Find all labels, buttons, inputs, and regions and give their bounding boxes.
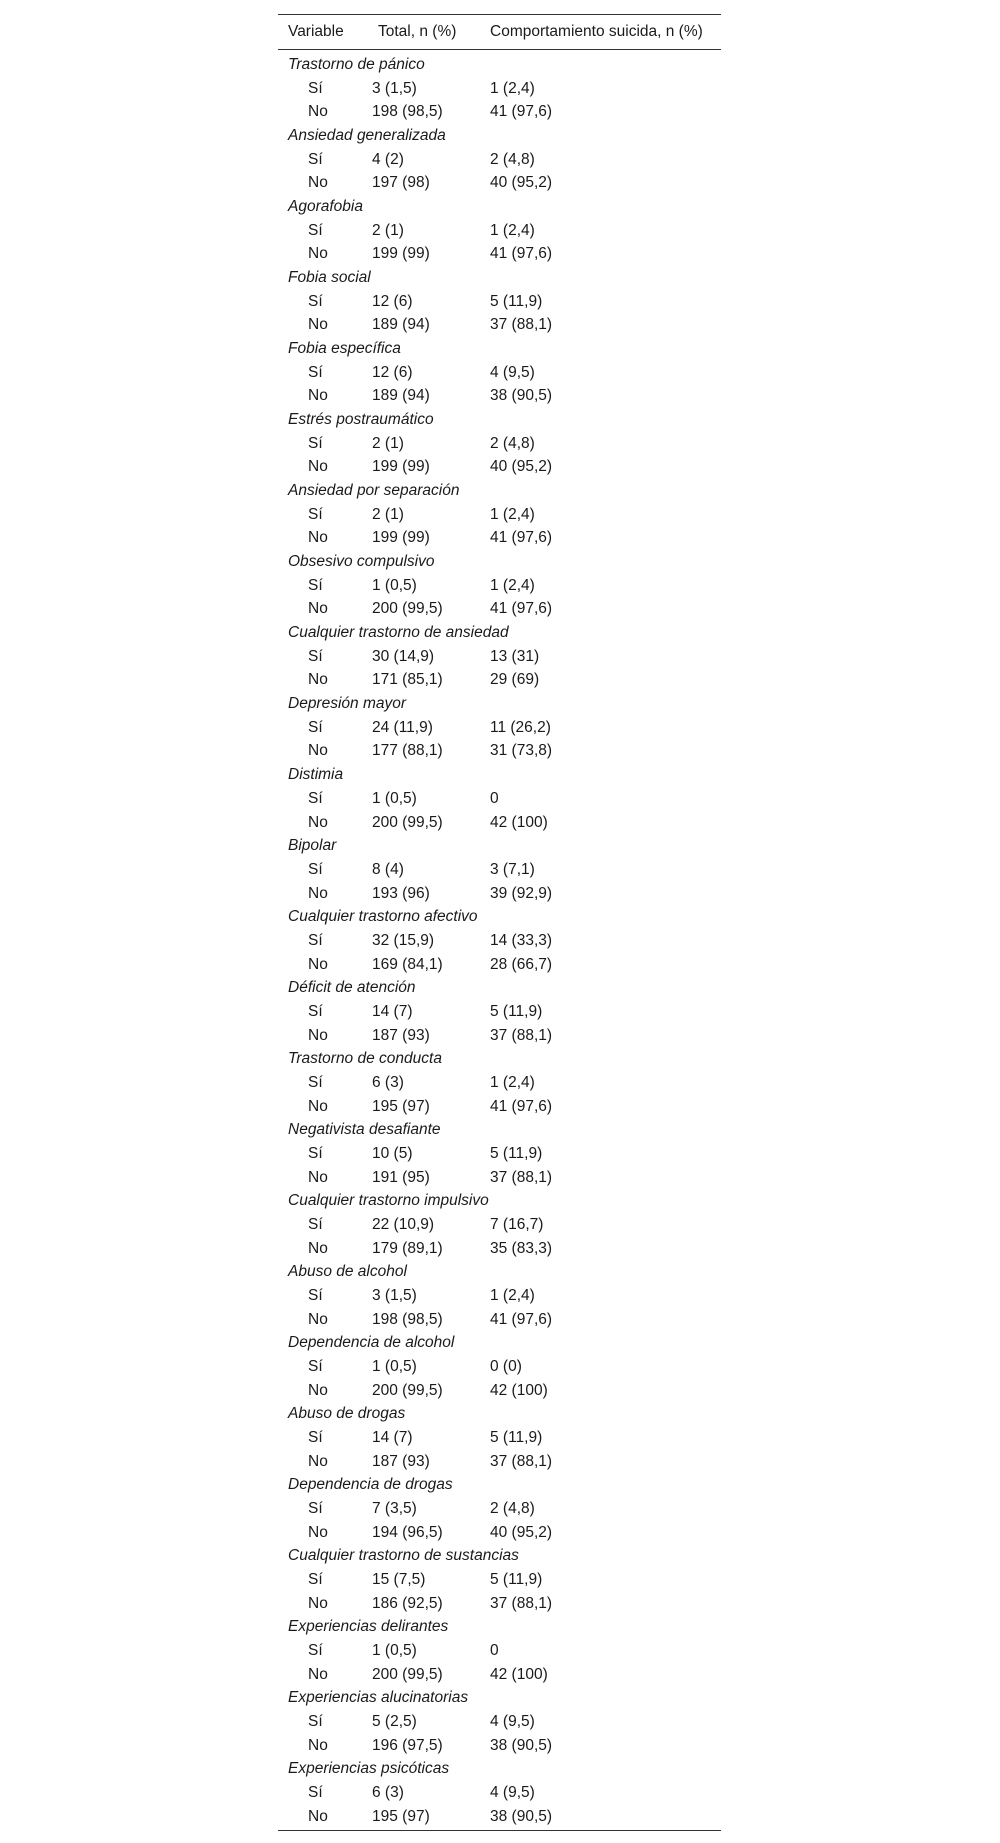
row-label: Sí (308, 1784, 323, 1802)
table-row (278, 77, 721, 101)
row-comportamiento: 41 (97,6) (490, 1097, 553, 1115)
table-row (278, 1450, 721, 1474)
row-comportamiento: 41 (97,6) (490, 103, 553, 121)
row-comportamiento: 31 (73,8) (490, 742, 553, 760)
row-total: 199 (99) (372, 245, 430, 263)
row-label: Sí (308, 1713, 323, 1731)
row-comportamiento: 5 (11,9) (490, 1002, 543, 1020)
table-row (278, 1142, 721, 1166)
row-label: No (308, 316, 328, 334)
row-label: Sí (308, 150, 323, 168)
row-total: 197 (98) (372, 174, 430, 192)
table-row (278, 929, 721, 953)
row-label: No (308, 387, 328, 405)
row-label: No (308, 1097, 328, 1115)
row-comportamiento: 5 (11,9) (490, 1144, 543, 1162)
table-row (278, 1284, 721, 1308)
table-row (278, 1781, 721, 1805)
table-body (278, 50, 721, 1828)
row-comportamiento: 38 (90,5) (490, 1807, 553, 1825)
row-comportamiento: 38 (90,5) (490, 387, 553, 405)
header-total: Total, n (%) (378, 23, 457, 40)
header-comportamiento: Comportamiento suicida, n (%) (490, 23, 703, 40)
row-comportamiento: 1 (2,4) (490, 576, 535, 594)
table-row (278, 148, 721, 172)
row-total: 6 (3) (372, 1784, 404, 1802)
row-total: 186 (92,5) (372, 1594, 443, 1612)
group-title: Obsesivo compulsivo (288, 553, 435, 571)
row-total: 1 (0,5) (372, 1642, 417, 1660)
row-comportamiento: 29 (69) (490, 671, 540, 689)
row-total: 4 (2) (372, 150, 404, 168)
row-comportamiento: 5 (11,9) (490, 292, 543, 310)
row-comportamiento: 35 (83,3) (490, 1239, 553, 1257)
table-row (278, 503, 721, 527)
group-title: Cualquier trastorno impulsivo (288, 1192, 489, 1210)
table-row (278, 361, 721, 385)
row-total: 199 (99) (372, 458, 430, 476)
group-title: Experiencias delirantes (288, 1618, 449, 1636)
table-row (278, 313, 721, 337)
table-row (278, 1568, 721, 1592)
group-title: Dependencia de drogas (288, 1476, 453, 1494)
table-row (278, 100, 721, 124)
row-total: 5 (2,5) (372, 1713, 417, 1731)
row-label: Sí (308, 221, 323, 239)
row-label: Sí (308, 647, 323, 665)
table-row (278, 953, 721, 977)
row-comportamiento: 37 (88,1) (490, 1594, 553, 1612)
row-comportamiento: 38 (90,5) (490, 1736, 553, 1754)
row-label: No (308, 884, 328, 902)
row-total: 200 (99,5) (372, 1381, 443, 1399)
row-label: Sí (308, 1144, 323, 1162)
group-title: Dependencia de alcohol (288, 1334, 455, 1352)
row-total: 200 (99,5) (372, 1665, 443, 1683)
row-comportamiento: 3 (7,1) (490, 860, 535, 878)
row-total: 179 (89,1) (372, 1239, 443, 1257)
row-label: No (308, 1026, 328, 1044)
row-comportamiento: 11 (26,2) (490, 718, 551, 736)
row-label: Sí (308, 505, 323, 523)
row-total: 187 (93) (372, 1026, 430, 1044)
row-label: Sí (308, 576, 323, 594)
row-total: 199 (99) (372, 529, 430, 547)
row-label: Sí (308, 1571, 323, 1588)
row-label: No (308, 600, 328, 618)
row-total: 200 (99,5) (372, 813, 443, 831)
row-label: No (308, 245, 328, 263)
group-title: Depresión mayor (288, 695, 407, 713)
row-label: Sí (308, 1073, 323, 1091)
table-row (278, 1426, 721, 1450)
table-row (278, 597, 721, 621)
table-row (278, 290, 721, 314)
row-label: No (308, 1310, 328, 1328)
row-comportamiento: 13 (31) (490, 647, 540, 665)
row-label: No (308, 1594, 328, 1612)
row-comportamiento: 1 (2,4) (490, 505, 535, 523)
row-total: 14 (7) (372, 1002, 413, 1020)
row-comportamiento: 5 (11,9) (490, 1571, 543, 1588)
row-total: 1 (0,5) (372, 576, 417, 594)
row-comportamiento: 7 (16,7) (490, 1215, 544, 1233)
row-comportamiento: 28 (66,7) (490, 955, 553, 973)
table-row (278, 1521, 721, 1545)
table-row (278, 574, 721, 598)
row-total: 189 (94) (372, 387, 430, 405)
group-title: Cualquier trastorno de ansiedad (288, 624, 509, 642)
row-label: No (308, 1381, 328, 1399)
table-row (278, 811, 721, 835)
row-comportamiento: 37 (88,1) (490, 1452, 553, 1470)
data-table (278, 14, 721, 1831)
row-label: No (308, 1523, 328, 1541)
row-label: No (308, 1239, 328, 1257)
row-label: No (308, 529, 328, 547)
row-label: Sí (308, 1428, 323, 1446)
table-header (278, 15, 721, 50)
group-title: Negativista desafiante (288, 1121, 441, 1139)
row-label: No (308, 1452, 328, 1470)
row-comportamiento: 41 (97,6) (490, 529, 553, 547)
table-bottom-rule (278, 1830, 721, 1831)
row-label: Sí (308, 789, 323, 807)
table-row (278, 1213, 721, 1237)
row-total: 195 (97) (372, 1807, 430, 1825)
row-comportamiento: 1 (2,4) (490, 79, 535, 97)
table-row (278, 1710, 721, 1734)
row-label: Sí (308, 79, 323, 97)
row-comportamiento: 39 (92,9) (490, 884, 553, 902)
row-comportamiento: 0 (490, 1642, 499, 1660)
table-row (278, 1639, 721, 1663)
row-total: 198 (98,5) (372, 103, 443, 121)
row-comportamiento: 42 (100) (490, 1665, 548, 1683)
row-label: Sí (308, 1215, 323, 1233)
table-row (278, 1308, 721, 1332)
row-label: No (308, 671, 328, 689)
row-label: Sí (308, 1002, 323, 1020)
row-total: 30 (14,9) (372, 647, 435, 665)
row-total: 6 (3) (372, 1073, 404, 1091)
row-label: Sí (308, 292, 323, 310)
row-comportamiento: 42 (100) (490, 1381, 548, 1399)
row-total: 187 (93) (372, 1452, 430, 1470)
row-comportamiento: 1 (2,4) (490, 221, 535, 239)
row-comportamiento: 40 (95,2) (490, 1523, 553, 1541)
table-row (278, 1237, 721, 1261)
table-row (278, 1805, 721, 1829)
row-total: 195 (97) (372, 1097, 430, 1115)
group-title: Cualquier trastorno afectivo (288, 908, 478, 926)
row-comportamiento: 37 (88,1) (490, 316, 553, 334)
row-label: Sí (308, 931, 323, 949)
row-comportamiento: 0 (490, 789, 499, 807)
row-comportamiento: 4 (9,5) (490, 1784, 535, 1802)
row-total: 15 (7,5) (372, 1571, 426, 1588)
group-title: Estrés postraumático (288, 411, 434, 429)
row-total: 177 (88,1) (372, 742, 443, 760)
group-title: Déficit de atención (288, 979, 416, 997)
table-row (278, 668, 721, 692)
row-comportamiento: 4 (9,5) (490, 1713, 535, 1731)
table-row (278, 526, 721, 550)
row-total: 193 (96) (372, 884, 430, 902)
group-title: Cualquier trastorno de sustancias (288, 1547, 519, 1565)
row-label: No (308, 1168, 328, 1186)
row-total: 10 (5) (372, 1144, 413, 1162)
group-title: Trastorno de pánico (288, 56, 425, 73)
table-row (278, 455, 721, 479)
group-title: Fobia social (288, 269, 371, 287)
row-comportamiento: 41 (97,6) (490, 600, 553, 618)
row-comportamiento: 2 (4,8) (490, 434, 535, 452)
row-comportamiento: 0 (0) (490, 1357, 522, 1375)
group-title: Distimia (288, 766, 344, 784)
row-total: 2 (1) (372, 505, 404, 523)
row-label: Sí (308, 1357, 323, 1375)
table-row (278, 1166, 721, 1190)
row-label: Sí (308, 434, 323, 452)
row-label: Sí (308, 718, 323, 736)
row-comportamiento: 40 (95,2) (490, 458, 553, 476)
header-variable: Variable (288, 23, 344, 40)
table-row (278, 432, 721, 456)
table-row (278, 739, 721, 763)
row-total: 1 (0,5) (372, 789, 417, 807)
row-total: 194 (96,5) (372, 1523, 443, 1541)
table-row (278, 384, 721, 408)
row-total: 2 (1) (372, 221, 404, 239)
table-row (278, 1071, 721, 1095)
row-total: 8 (4) (372, 860, 404, 878)
row-total: 32 (15,9) (372, 931, 435, 949)
row-label: No (308, 1736, 328, 1754)
row-total: 200 (99,5) (372, 600, 443, 618)
row-comportamiento: 5 (11,9) (490, 1428, 543, 1446)
row-comportamiento: 1 (2,4) (490, 1073, 535, 1091)
row-total: 7 (3,5) (372, 1499, 417, 1517)
row-label: No (308, 103, 328, 121)
row-comportamiento: 14 (33,3) (490, 931, 553, 949)
row-comportamiento: 1 (2,4) (490, 1286, 535, 1304)
table-row (278, 1024, 721, 1048)
row-comportamiento: 2 (4,8) (490, 1499, 535, 1517)
table-row (278, 242, 721, 266)
group-title: Abuso de alcohol (288, 1263, 407, 1281)
row-total: 12 (6) (372, 292, 413, 310)
row-label: Sí (308, 1499, 323, 1517)
row-label: No (308, 813, 328, 831)
row-total: 12 (6) (372, 363, 413, 381)
row-total: 3 (1,5) (372, 1286, 417, 1304)
group-title: Trastorno de conducta (288, 1050, 442, 1068)
row-total: 169 (84,1) (372, 955, 443, 973)
group-title: Abuso de drogas (288, 1405, 406, 1423)
row-total: 196 (97,5) (372, 1736, 443, 1754)
row-total: 171 (85,1) (372, 671, 443, 689)
table-row (278, 858, 721, 882)
row-label: Sí (308, 363, 323, 381)
row-comportamiento: 37 (88,1) (490, 1026, 553, 1044)
row-label: No (308, 1665, 328, 1683)
table-row (278, 1000, 721, 1024)
table-row (278, 1663, 721, 1687)
table-row (278, 787, 721, 811)
row-total: 198 (98,5) (372, 1310, 443, 1328)
row-label: Sí (308, 1286, 323, 1304)
row-total: 2 (1) (372, 434, 404, 452)
row-total: 14 (7) (372, 1428, 413, 1446)
row-comportamiento: 4 (9,5) (490, 363, 535, 381)
row-label: No (308, 458, 328, 476)
group-title: Agorafobia (288, 198, 363, 216)
row-total: 3 (1,5) (372, 79, 417, 97)
row-label: Sí (308, 860, 323, 878)
table-row (278, 645, 721, 669)
group-title: Bipolar (288, 837, 337, 855)
table-row (278, 1734, 721, 1758)
row-total: 24 (11,9) (372, 718, 433, 736)
table-row (278, 219, 721, 243)
row-comportamiento: 42 (100) (490, 813, 548, 831)
group-title: Ansiedad generalizada (288, 127, 446, 145)
table-row (278, 1497, 721, 1521)
group-title: Experiencias psicóticas (288, 1760, 450, 1778)
row-label: No (308, 742, 328, 760)
row-label: No (308, 1807, 328, 1825)
group-title: Fobia específica (288, 340, 401, 358)
row-total: 22 (10,9) (372, 1215, 435, 1233)
row-comportamiento: 2 (4,8) (490, 150, 535, 168)
row-label: Sí (308, 1642, 323, 1660)
row-comportamiento: 41 (97,6) (490, 1310, 553, 1328)
row-comportamiento: 40 (95,2) (490, 174, 553, 192)
row-label: No (308, 174, 328, 192)
row-total: 1 (0,5) (372, 1357, 417, 1375)
table-row (278, 1095, 721, 1119)
row-total: 191 (95) (372, 1168, 430, 1186)
row-total: 189 (94) (372, 316, 430, 334)
group-title: Experiencias alucinatorias (288, 1689, 469, 1707)
table-row (278, 1592, 721, 1616)
group-title: Ansiedad por separación (288, 482, 460, 500)
table-row (278, 716, 721, 740)
row-label: No (308, 955, 328, 973)
row-comportamiento: 41 (97,6) (490, 245, 553, 263)
table-row (278, 1355, 721, 1379)
table-row (278, 882, 721, 906)
row-comportamiento: 37 (88,1) (490, 1168, 553, 1186)
table-row (278, 171, 721, 195)
table-row (278, 1379, 721, 1403)
